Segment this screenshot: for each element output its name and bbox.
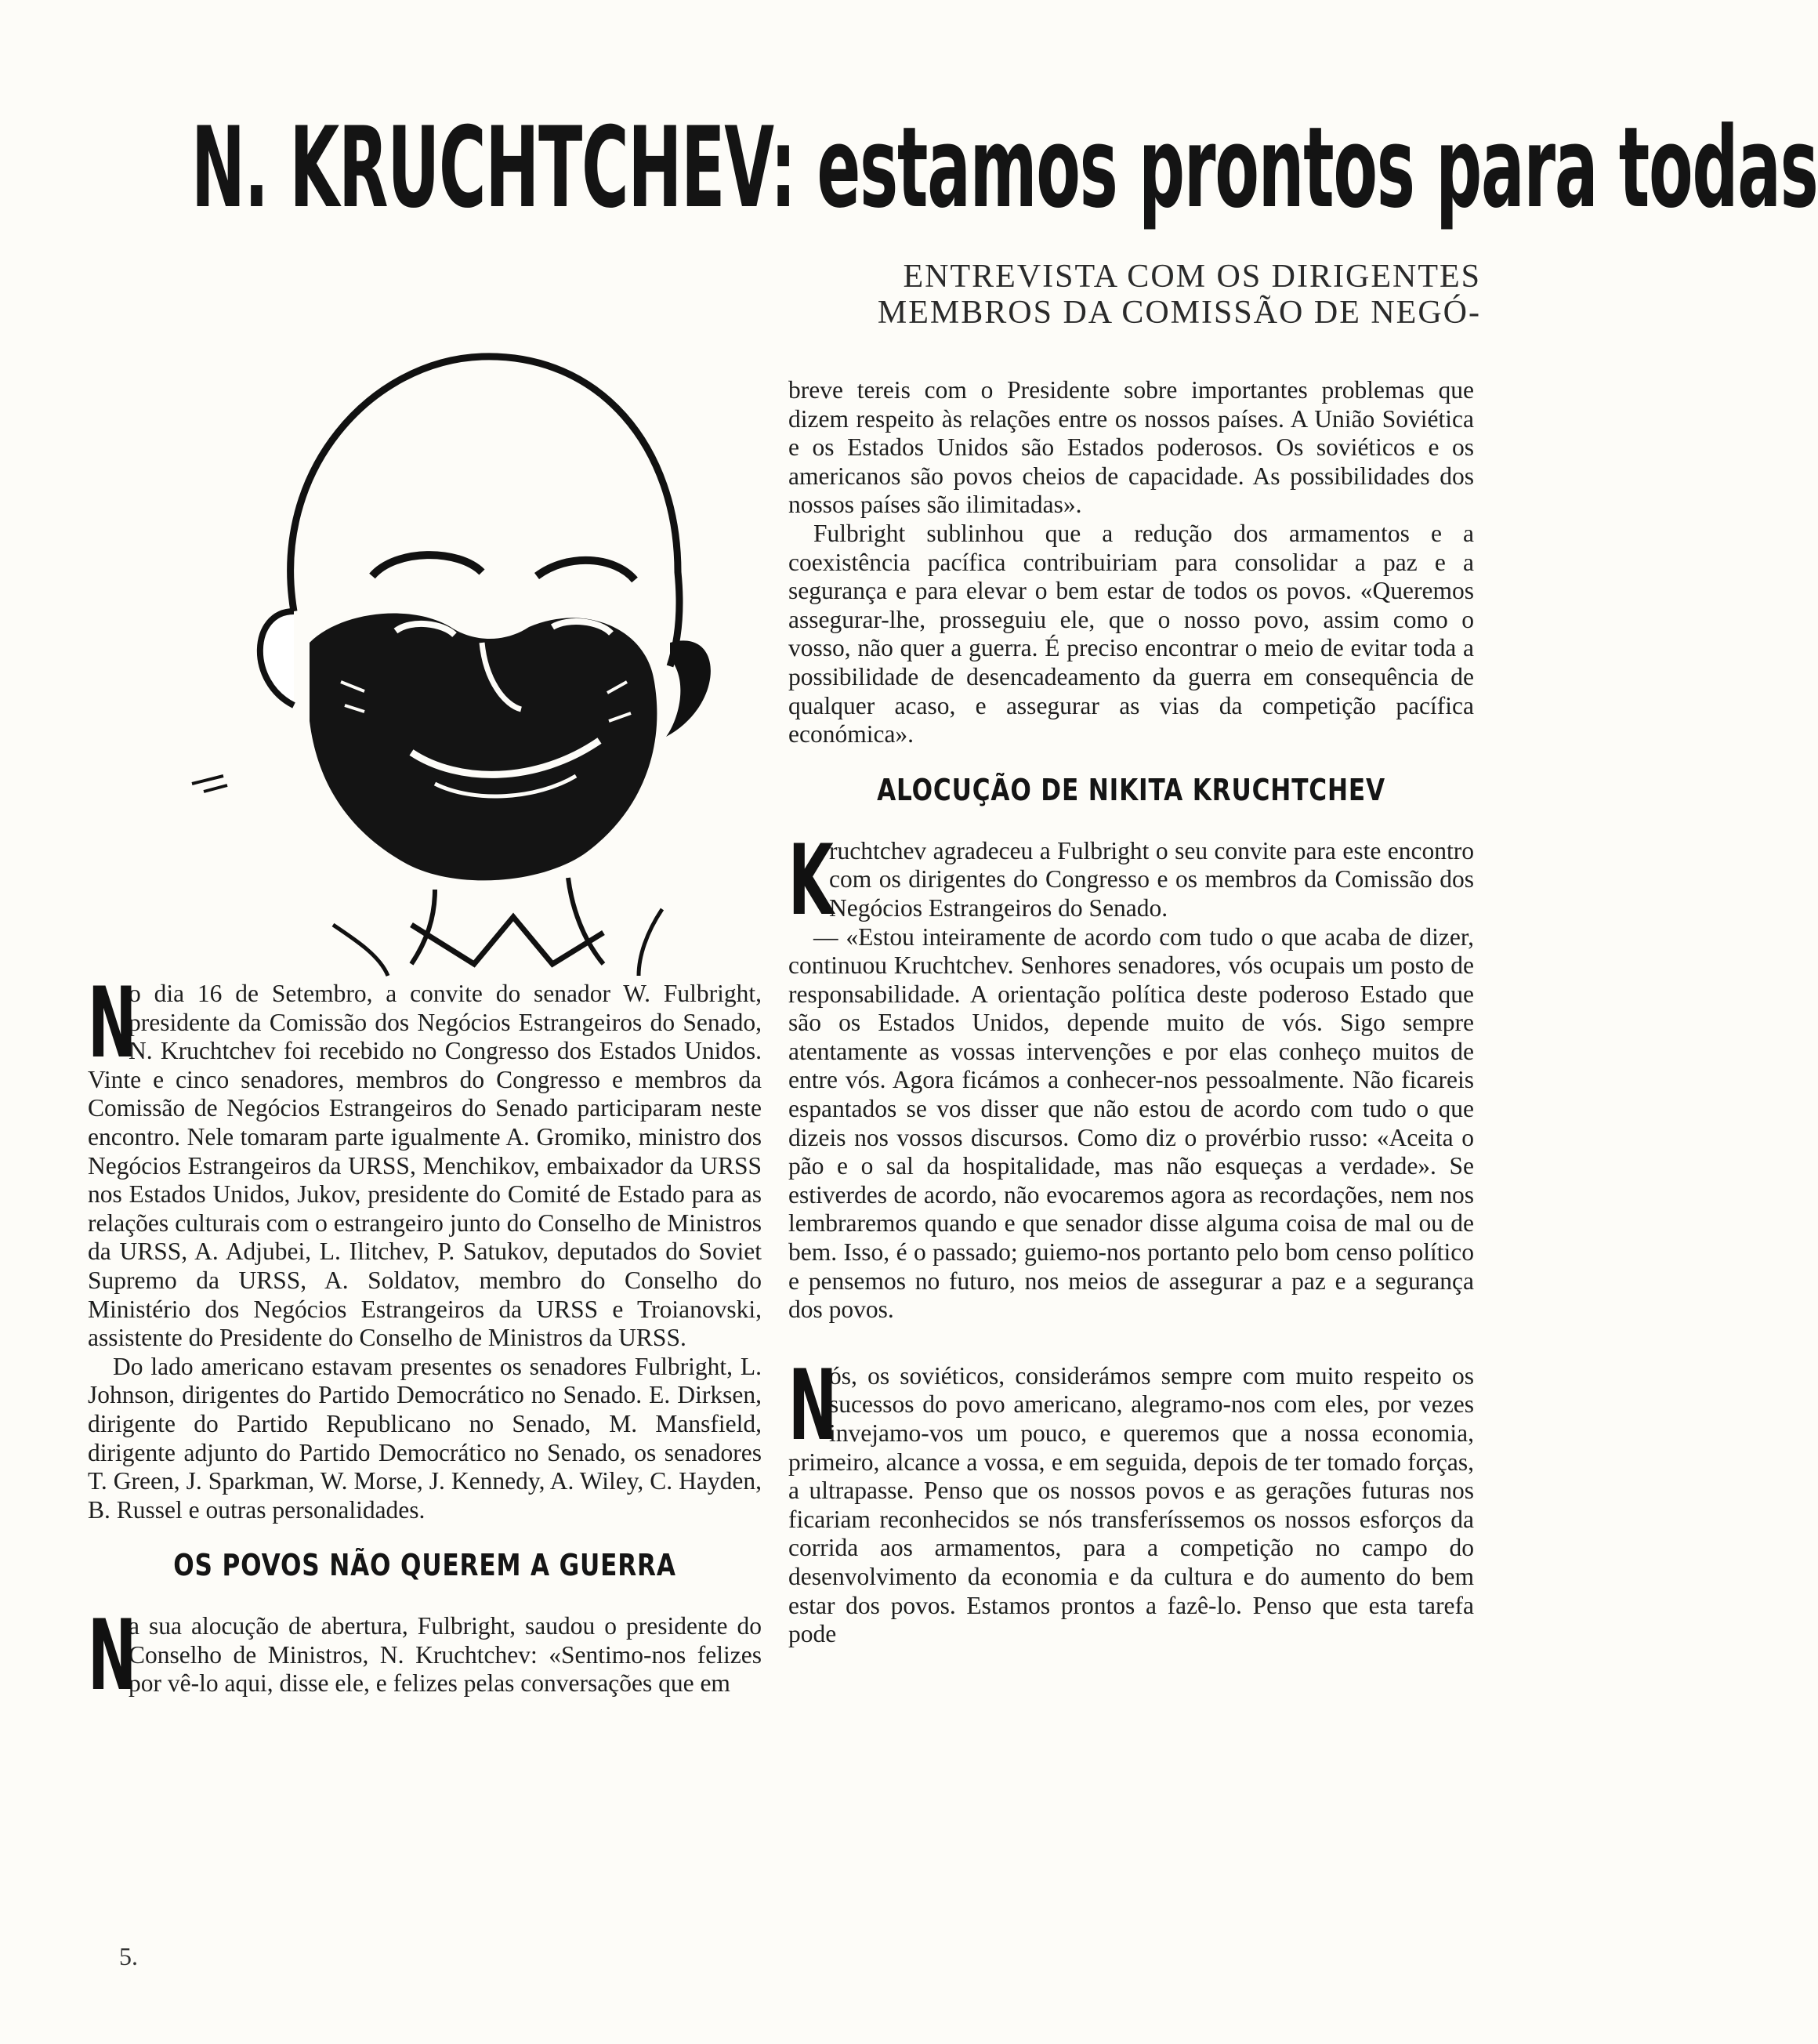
opening-address-dropcap: N xyxy=(88,1600,137,1713)
kruchtchev-caricature-illustration xyxy=(176,313,772,980)
fulbright-quote-continued: breve tereis com o Presidente sobre importantes problemas que dizem respeito às relações entre os nossos países. A União Soviética e os Estados Unidos são Estados poderosos. Os soviéticos e os americanos são povos cheios de capacidade. As possibilidades dos nossos países são ilimitadas». xyxy=(788,376,1474,519)
kruchtchev-thanks-text: ruchtchev agradeceu a Fulbright o seu convite para este encontro com os dirigentes do Congresso e os membros da Comissão dos Negócios Estrangeiros do Senado. xyxy=(829,836,1474,922)
subheadline xyxy=(776,259,1481,331)
soviets-text: ós, os soviéticos, considerámos sempre com muito respeito os sucessos do povo americano, alegramo-nos com eles, por vezes invejamo-vos um pouco, e queremos que a nossa economia, primeiro, alcance a vossa, e em seguida, depois de ter tomado forças, a ultrapasse. Penso que os nossos povos e as gerações futuras nos ficariam reconhecidos se nós transferíssemos os nossos esforços da corrida aos armamentos, para a competição no campo do desenvolvimento da economia e da cultura e do aumento do bem estar dos povos. Estamos prontos a fazê-lo. Penso que esta tarefa pode xyxy=(788,1361,1474,1648)
section-heading-os-povos: OS POVOS NÃO QUEREM A GUERRA xyxy=(173,1548,676,1583)
opening-address-text: a sua alocução de abertura, Fulbright, saudou o presidente do Conselho de Ministros, N. Kruchtchev: «Sentimo-nos felizes por vê-lo aqui, disse ele, e felizes pelas conversações que em xyxy=(129,1612,762,1698)
right-column xyxy=(788,376,1474,1649)
kruchtchev-thanks-paragraph xyxy=(788,824,1474,937)
intro-paragraph-text: o dia 16 de Setembro, a convite do senador W. Fulbright, presidente da Comissão dos Negócios Estrangeiros do Senado, N. Kruchtchev foi recebido no Congresso dos Estados Unidos. Vinte e cinco senadores, membros do Congresso e membros da Comissão de Negócios Estrangeiros do Senado participaram neste encontro. Nele tomaram parte igualmente A. Gromiko, ministro dos Negócios Estrangeiros da URSS, Menchikov, embaixador da URSS nos Estados Unidos, Jukov, presidente do Comité de Estado para as relações culturais com o estrangeiro junto do Conselho de Ministros da URSS, A. Adjubei, L. Ilitchev, P. Satukov, deputados do Soviet Supremo da URSS, A. Soldatov, membro do Conselho do Ministério dos Negócios Estrangeiros da URSS e Troianovski, assistente do Presidente do Conselho de Ministros da URSS. xyxy=(88,980,762,1352)
headline-container xyxy=(191,103,1818,235)
page-number: 5. xyxy=(119,1942,138,1970)
fulbright-disarmament-paragraph: Fulbright sublinhou que a redução dos armamentos e a coexistência pacífica contribuiriam para consolidar a paz e a segurança e para elevar o bem estar de todos os povos. «Queremos assegurar-lhe, prosseguiu ele, que o nosso povo, assim como o vosso, não quer a guerra. É preciso encontrar o meio de evitar toda a possibilidade de desencadeamento da guerra em consequência de qualquer acaso, e assegurar as vias da competição pacífica económica». xyxy=(788,519,1474,748)
section-heading-alocucao: ALOCUÇÃO DE NIKITA KRUCHTCHEV xyxy=(877,772,1385,807)
paragraph-gap xyxy=(788,1325,1474,1362)
left-column xyxy=(88,967,762,1713)
intro-paragraph xyxy=(88,967,762,1353)
page-headline: N. KRUCHTCHEV: estamos prontos para todas xyxy=(191,103,1818,233)
subheadline-line-1: ENTREVISTA COM OS DIRIGENTES xyxy=(903,259,1481,295)
soviets-paragraph xyxy=(788,1349,1474,1649)
subheadline-line-2: MEMBROS DA COMISSÃO DE NEGÓ- xyxy=(877,295,1481,331)
attendees-paragraph: Do lado americano estavam presentes os senadores Fulbright, L. Johnson, dirigentes do Partido Democrático no Senado. E. Dirksen, dirigente do Partido Republicano no Senado, M. Mansfield, dirigente adjunto do Partido Democrático no Senado, os senadores T. Green, J. Sparkman, W. Morse, J. Kennedy, A. Wiley, C. Hayden, B. Russel e outras personalidades. xyxy=(88,1352,762,1524)
kruchtchev-speech-paragraph: — «Estou inteiramente de acordo com tudo o que acaba de dizer, continuou Kruchtchev. Senhores senadores, vós ocupais um posto de responsabilidade. A orientação política deste poderoso Estado que são os Estados Unidos, depende muito de vós. Sigo sempre atentamente as vossas intervenções e por elas conheço muitos de entre vós. Agora ficámos a conhecer-nos pessoalmente. Não ficareis espantados se vos disser que não estou de acordo com tudo o que dizeis nos vossos discursos. Como diz o provérbio russo: «Aceita o pão e o sal da hospitalidade, mas não esqueças a verdade». Se estiverdes de acordo, não evocaremos agora as recordações, nem nos lembraremos quando e que senador disse alguma coisa de mal ou de bem. Isso, é o passado; guiemo-nos portanto pelo bom censo político e pensemos no futuro, nos meios de assegurar a paz e a segurança dos povos. xyxy=(788,922,1474,1324)
soviets-dropcap: N xyxy=(788,1349,838,1462)
intro-dropcap: N xyxy=(88,967,137,1080)
kruchtchev-thanks-dropcap: K xyxy=(788,824,834,937)
opening-address-paragraph xyxy=(88,1600,762,1713)
